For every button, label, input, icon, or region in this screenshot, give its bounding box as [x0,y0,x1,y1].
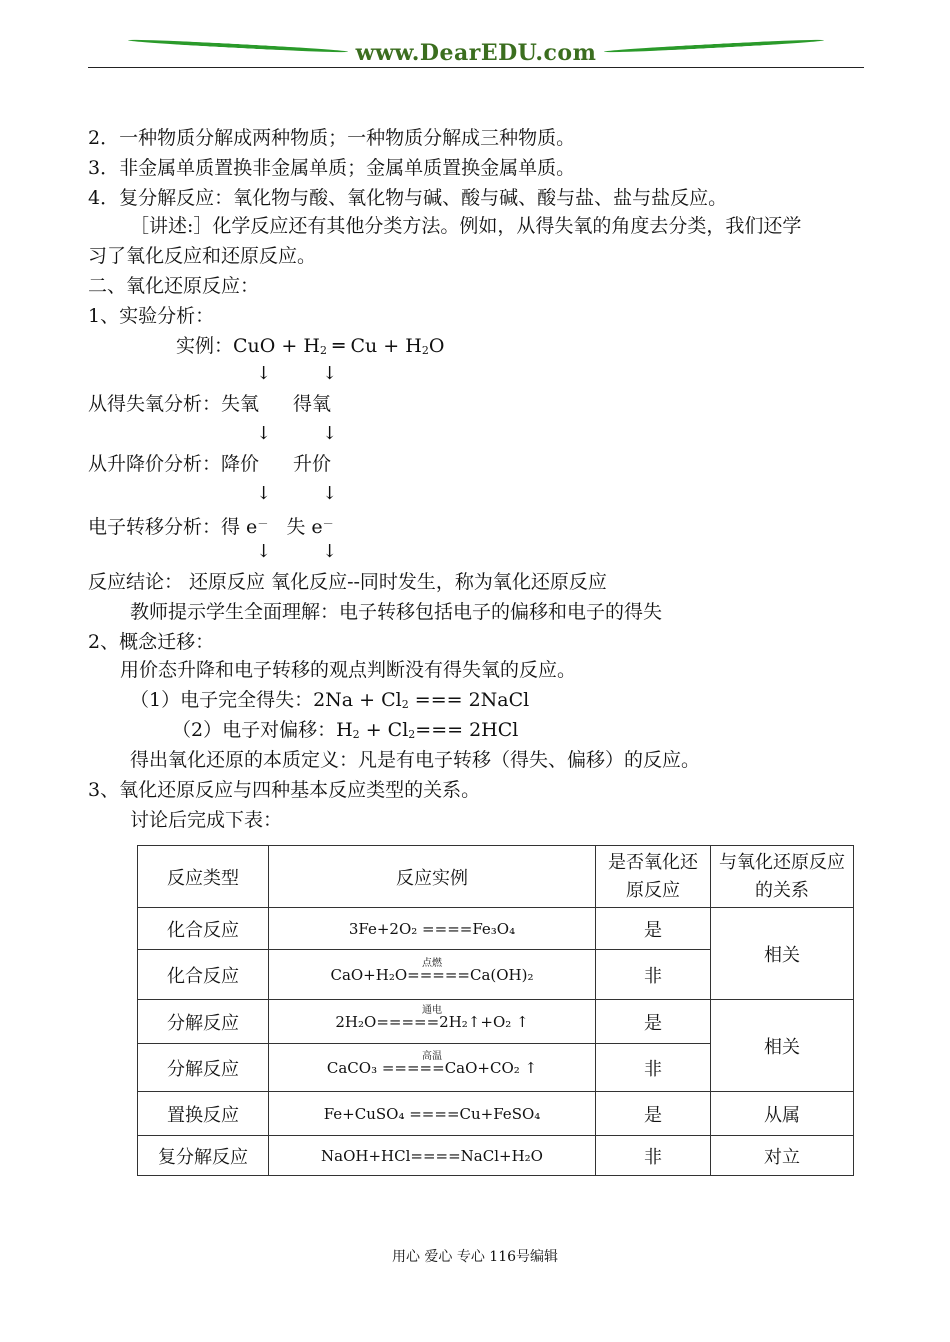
table-row [138,1136,854,1176]
down-arrow-icon: ↓ [322,423,338,444]
header-rule [88,67,864,68]
text-line: ［讲述:］化学反应还有其他分类方法。例如，从得失氧的角度去分类，我们还学 [130,215,802,237]
text-line: 2．一种物质分解成两种物质；一种物质分解成三种物质。 [88,127,576,149]
redox-status: 非 [596,1044,711,1092]
reaction-type: 化合反应 [138,908,269,950]
reaction-type: 分解反应 [138,1000,269,1044]
relation-cell: 相关 [711,1000,854,1092]
redox-status: 非 [596,1136,711,1176]
section-heading: 二、氧化还原反应： [88,275,260,297]
example-equation: 实例：CuO + $H_2$ ═ $Cu + H_2O$ [176,335,445,357]
text-line: 用价态升降和电子转移的观点判断没有得失氧的反应。 [120,659,577,681]
definition: 得出氧化还原的本质定义：凡是有电子转移（得失、偏移）的反应。 [130,749,701,771]
valence-analysis: 从升降价分析：降价 升价 [88,453,332,475]
table-header: 反应实例 [269,846,596,908]
subsection-heading: 3、氧化还原反应与四种基本反应类型的关系。 [88,779,481,801]
redox-status: 是 [596,908,711,950]
conclusion: 反应结论： 还原反应 氧化反应--同时发生，称为氧化还原反应 [88,571,607,593]
down-arrow-icon: ↓ [256,423,272,444]
text-line: 习了氧化反应和还原反应。 [88,245,317,267]
table-row [138,1092,854,1136]
table-header: 与氧化还原反应的关系 [711,846,854,908]
table-row [138,1000,854,1044]
reaction-example: 点燃 CaO+H₂O=====Ca(OH)₂ [269,950,596,1000]
page-footer: 用心 爱心 专心 116号编辑 [391,1249,559,1265]
down-arrow-icon: ↓ [256,483,272,504]
down-arrow-icon: ↓ [256,363,272,384]
redox-status: 非 [596,950,711,1000]
table-row [138,908,854,950]
relation-cell: 对立 [711,1136,854,1176]
reaction-type: 化合反应 [138,950,269,1000]
down-arrow-icon: ↓ [322,483,338,504]
subsection-heading: 1、实验分析： [88,305,215,327]
reaction-example: 通电 2H₂O=====2H₂↑+O₂ ↑ [269,1000,596,1044]
relation-cell: 从属 [711,1092,854,1136]
reaction-condition: 通电 [421,1004,442,1016]
table-header-row [138,846,854,908]
down-arrow-icon: ↓ [322,541,338,562]
reaction-type: 分解反应 [138,1044,269,1092]
down-arrow-icon: ↓ [322,363,338,384]
reaction-type: 复分解反应 [138,1136,269,1176]
equation-line: （2）电子对偏移：$H_2 + Cl_2=== 2HCl$ [172,719,519,741]
table-header: 反应类型 [138,846,269,908]
reaction-table [137,845,854,1176]
down-arrow-icon: ↓ [256,541,272,562]
table-header: 是否氧化还原反应 [596,846,711,908]
subsection-heading: 2、概念迁移： [88,631,215,653]
teacher-note: 教师提示学生全面理解：电子转移包括电子的偏移和电子的得失 [130,601,663,623]
reaction-type: 置换反应 [138,1092,269,1136]
reaction-example: 高温 CaCO₃ =====CaO+CO₂ ↑ [269,1044,596,1092]
page-header [88,38,864,68]
relation-cell: 相关 [711,908,854,1000]
reaction-condition: 点燃 [421,957,442,969]
electron-analysis: 电子转移分析：得 e－ 失 e－ [88,516,334,538]
text-line: 4．复分解反应：氧化物与酸、氧化物与碱、酸与碱、酸与盐、盐与盐反应。 [88,187,728,209]
reaction-example: 3Fe+2O₂ ====Fe₃O₄ [269,908,596,950]
equation-line: （1）电子完全得失：$2Na + Cl_2$ === 2NaCl [130,689,530,711]
text-line: 3．非金属单质置换非金属单质；金属单质置换金属单质。 [88,157,576,179]
redox-status: 是 [596,1000,711,1044]
oxygen-analysis: 从得失氧分析：失氧 得氧 [88,393,332,415]
reaction-example: Fe+CuSO₄ ====Cu+FeSO₄ [269,1092,596,1136]
reaction-example: NaOH+HCl====NaCl+H₂O [269,1136,596,1176]
text-line: 讨论后完成下表： [130,809,283,831]
site-logo: www.DearEDU.com [355,40,597,66]
redox-status: 是 [596,1092,711,1136]
reaction-condition: 高温 [421,1050,442,1062]
